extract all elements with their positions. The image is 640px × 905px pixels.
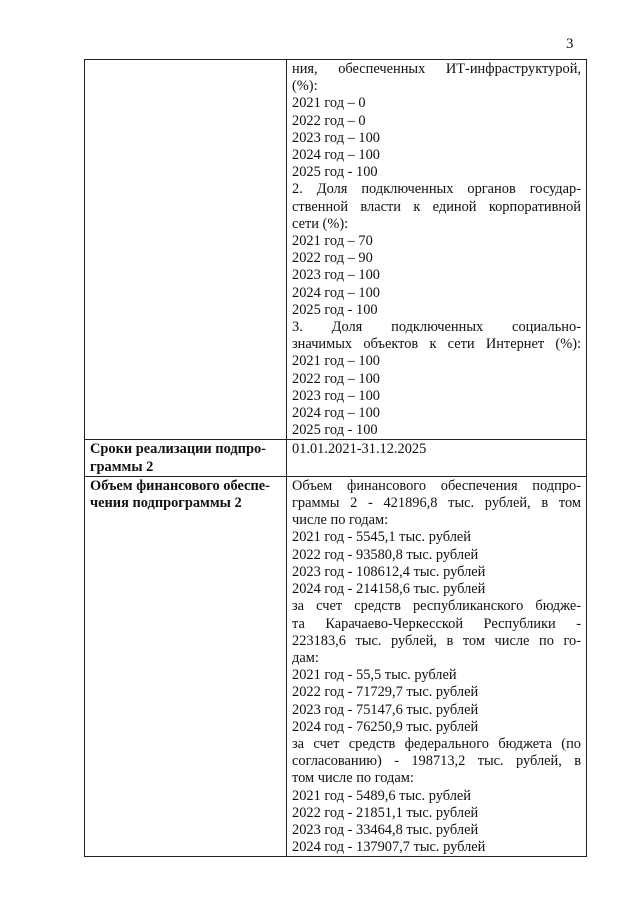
row-value-cell [287, 476, 587, 856]
row-value-line: за счет средств республиканского бюдже- [292, 598, 581, 615]
row-value-line: 2023 год – 100 [292, 267, 381, 284]
row-value-cell [287, 440, 587, 476]
row-value-line: 2024 год – 100 [292, 405, 381, 422]
passport-table [84, 59, 587, 857]
row-value-line: 2021 год – 70 [292, 233, 373, 250]
row-value-line: та Карачаево-Черкесской Республики - [292, 615, 581, 632]
row-value-line: 2022 год - 71729,7 тыс. рублей [292, 684, 479, 701]
row-value-line: 2. Доля подключенных органов государ- [292, 181, 581, 198]
row-label-cell [85, 60, 287, 440]
row-value-line: 2023 год – 100 [292, 387, 381, 404]
row-value-line: 2022 год – 100 [292, 370, 381, 387]
row-value-line: сети (%): [292, 215, 349, 232]
row-value-line: согласованию) - 198713,2 тыс. рублей, в [292, 753, 581, 770]
row-value-line: 2024 год - 76250,9 тыс. рублей [292, 718, 479, 735]
row-label-line: Сроки реализации подпро- [90, 441, 266, 458]
row-value-line: 2024 год – 100 [292, 284, 381, 301]
row-value-line: ния, обеспеченных ИТ-инфраструктурой, [292, 61, 581, 77]
table-row [85, 476, 587, 856]
row-value-line: 2023 год - 75147,6 тыс. рублей [292, 701, 479, 718]
row-value-line: 2021 год – 100 [292, 353, 381, 370]
row-value-line: 2023 год - 33464,8 тыс. рублей [292, 821, 479, 838]
row-value-line: 2024 год - 137907,7 тыс. рублей [292, 839, 486, 856]
row-value-line: ственной власти к единой корпоративной [292, 198, 581, 215]
page-number: 3 [566, 36, 574, 52]
row-value-line: Объем финансового обеспечения подпро- [292, 477, 581, 494]
row-value-line: 2022 год – 0 [292, 112, 366, 129]
row-value-line: значимых объектов к сети Интернет (%): [292, 336, 581, 353]
row-label-line: чения подпрограммы 2 [90, 495, 242, 512]
row-label-line: Объем финансового обеспе- [90, 477, 270, 494]
row-value-line: 2021 год - 55,5 тыс. рублей [292, 667, 457, 684]
row-value-line: 2024 год – 100 [292, 147, 381, 164]
table-row [85, 60, 587, 440]
row-value-line: 2023 год - 108612,4 тыс. рублей [292, 563, 486, 580]
row-value-line: 2025 год - 100 [292, 301, 378, 318]
row-value-line: дам: [292, 649, 319, 666]
row-value-line: 2021 год - 5489,6 тыс. рублей [292, 787, 471, 804]
row-value-line: 2021 год – 0 [292, 95, 366, 112]
row-value-line: 01.01.2021-31.12.2025 [292, 441, 427, 458]
row-value-line: 2025 год - 100 [292, 164, 378, 181]
row-value-line: 223183,6 тыс. рублей, в том числе по го- [292, 632, 581, 649]
row-value-cell [287, 60, 587, 440]
table-body [85, 60, 587, 857]
row-value-line: 2021 год - 5545,1 тыс. рублей [292, 529, 471, 546]
row-value-line: 2022 год - 93580,8 тыс. рублей [292, 546, 479, 563]
row-value-line: 2024 год - 214158,6 тыс. рублей [292, 581, 486, 598]
row-value-line: 2025 год - 100 [292, 422, 378, 439]
table-row [85, 440, 587, 476]
row-value-line: за счет средств федерального бюджета (по [292, 735, 581, 752]
row-value-line: 3. Доля подключенных социально- [292, 319, 581, 336]
row-value-line: 2022 год - 21851,1 тыс. рублей [292, 804, 479, 821]
row-value-line: 2023 год – 100 [292, 129, 381, 146]
row-value-line: 2022 год – 90 [292, 250, 373, 267]
row-label-line: граммы 2 [90, 458, 154, 475]
row-label-cell [85, 440, 287, 476]
row-value-line: граммы 2 - 421896,8 тыс. рублей, в том [292, 495, 581, 512]
row-value-line: том числе по годам: [292, 770, 414, 787]
row-label-cell [85, 476, 287, 856]
row-value-line: числе по годам: [292, 512, 389, 529]
row-value-line: (%): [292, 78, 318, 95]
